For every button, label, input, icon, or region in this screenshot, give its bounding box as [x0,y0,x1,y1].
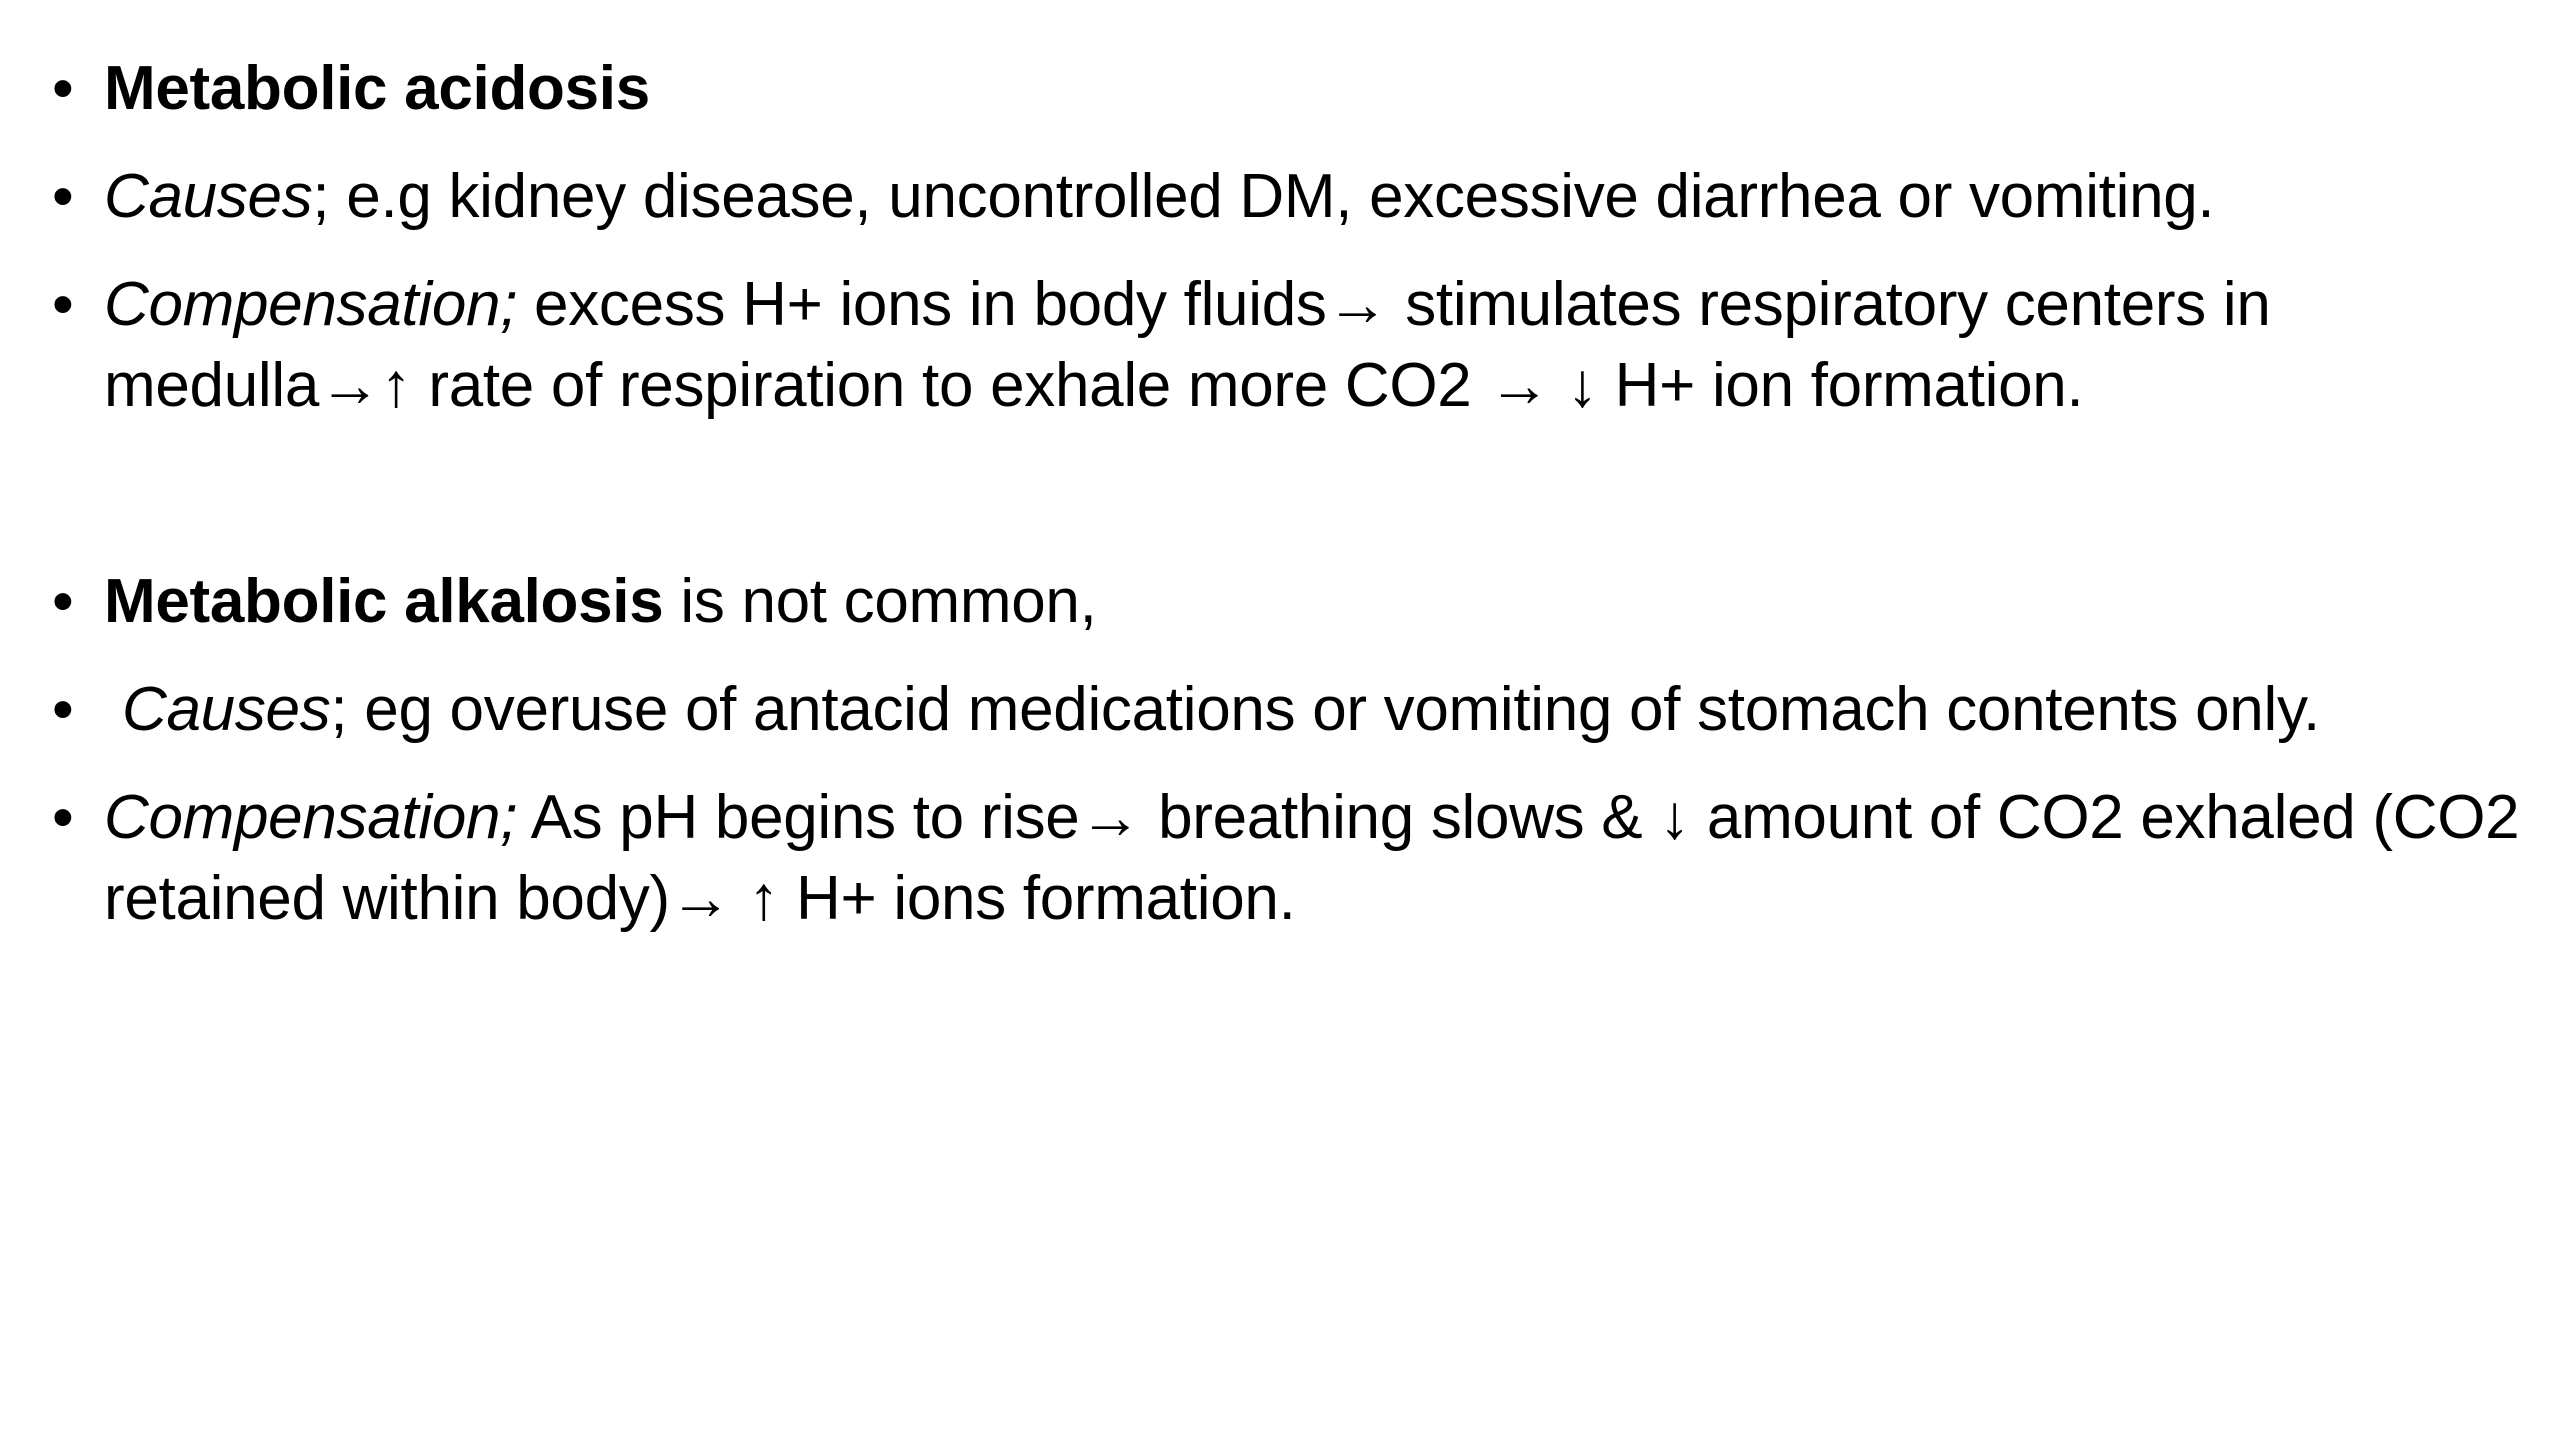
bullet-marker: • [52,783,74,852]
bullet-marker: • [52,270,74,339]
bullet-marker: • [52,54,74,123]
bullet-marker: • [52,162,74,231]
bullet-alkalosis-compensation [52,777,2522,939]
causes-text: ; e.g kidney disease, uncontrolled DM, excessive diarrhea or vomiting. [312,162,2215,231]
bullet-acidosis-causes [52,156,2522,237]
bullet-marker: • [52,567,74,636]
bullet-metabolic-alkalosis [52,561,2522,642]
bullet-marker: • [52,675,74,744]
section-spacer [52,453,2522,561]
bullet-list [52,48,2522,966]
compensation-text: As pH begins to rise→ breathing slows & ↓ amount of CO2 exhaled (CO2 retained within body)→ ↑ H+ ions formation. [104,783,2520,933]
bullet-alkalosis-causes [52,669,2522,750]
compensation-label: Compensation; [104,270,518,339]
alkalosis-heading: Metabolic alkalosis [104,567,664,636]
alkalosis-heading-rest: is not common, [663,567,1097,636]
bullet-acidosis-compensation [52,264,2522,426]
causes-text: ; eg overuse of antacid medications or vomiting of stomach contents only. [330,675,2320,744]
bullet-metabolic-acidosis [52,48,2522,129]
compensation-text: excess H+ ions in body fluids→ stimulates respiratory centers in medulla→↑ rate of respiration to exhale more CO2 → ↓ H+ ion formation. [104,270,2271,420]
causes-label: Causes [122,675,331,744]
acidosis-heading: Metabolic acidosis [104,54,650,123]
causes-label: Causes [104,162,313,231]
compensation-label: Compensation; [104,783,518,852]
